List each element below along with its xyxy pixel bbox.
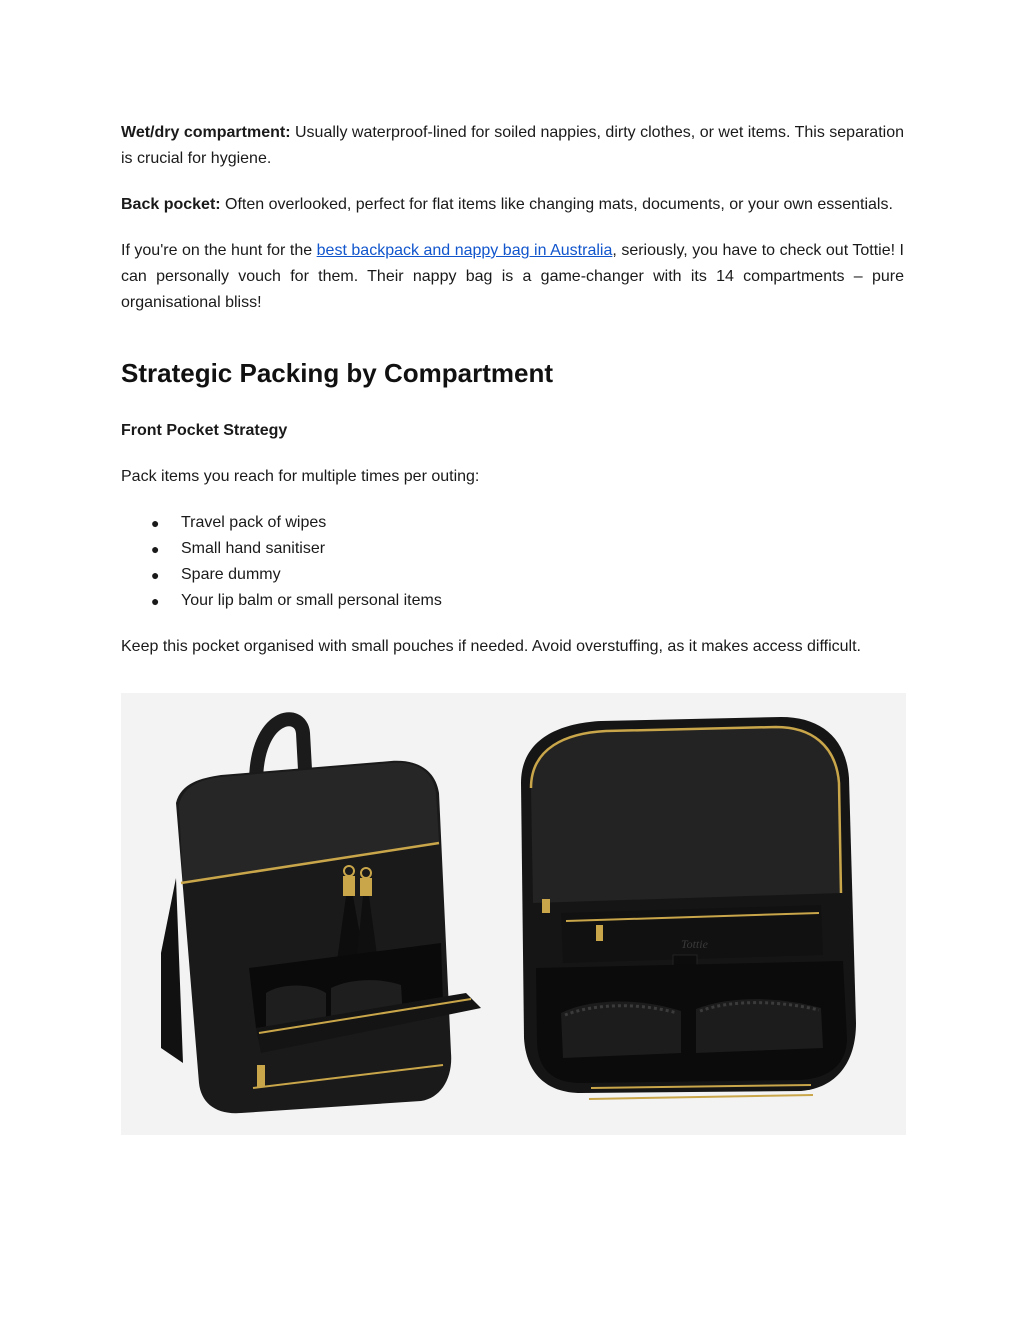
list-item-text: Small hand sanitiser [181, 540, 326, 557]
tottie-text-after: , seriously, you have to check out Tottie! I can personally vouch for them. Their nappy bag is a game-changer with its 14 compartments – pure organisational bliss! [121, 242, 905, 311]
section-heading: Strategic Packing by Compartment [121, 358, 553, 388]
tottie-paragraph [121, 238, 904, 316]
list-item-text: Your lip balm or small personal items [181, 592, 442, 609]
document-body [121, 120, 904, 660]
bullet-icon: ● [151, 515, 160, 531]
backpack-illustration [121, 693, 906, 1135]
front-pocket-list [121, 510, 904, 614]
backpack-closed-front [161, 719, 481, 1113]
list-item [121, 536, 904, 562]
tottie-link[interactable]: best backpack and nappy bag in Australia [316, 242, 613, 259]
list-item-text: Travel pack of wipes [181, 514, 327, 531]
front-pocket-outro: Keep this pocket organised with small pouches if needed. Avoid overstuffing, as it makes access difficult. [121, 638, 861, 655]
tottie-logo-label: Tottie [681, 937, 708, 951]
wet-dry-label: Wet/dry compartment: [121, 124, 291, 141]
list-item [121, 510, 904, 536]
bullet-icon: ● [151, 567, 160, 583]
wet-dry-paragraph [121, 120, 904, 172]
back-pocket-text: Often overlooked, perfect for flat items like changing mats, documents, or your own essentials. [220, 196, 893, 213]
backpack-photo [121, 693, 906, 1135]
back-pocket-paragraph [121, 192, 904, 218]
tottie-text-before: If you're on the hunt for the [121, 242, 317, 259]
back-pocket-label: Back pocket: [121, 196, 221, 213]
front-pocket-intro: Pack items you reach for multiple times per outing: [121, 468, 480, 485]
list-item-text: Spare dummy [181, 566, 281, 583]
list-item [121, 588, 904, 614]
front-pocket-subheading: Front Pocket Strategy [121, 422, 288, 439]
list-item [121, 562, 904, 588]
backpack-open-interior [521, 717, 856, 1099]
bullet-icon: ● [151, 593, 160, 609]
bullet-icon: ● [151, 541, 160, 557]
wet-dry-text: Usually waterproof-lined for soiled nappies, dirty clothes, or wet items. This separation is crucial for hygiene. [121, 124, 904, 167]
